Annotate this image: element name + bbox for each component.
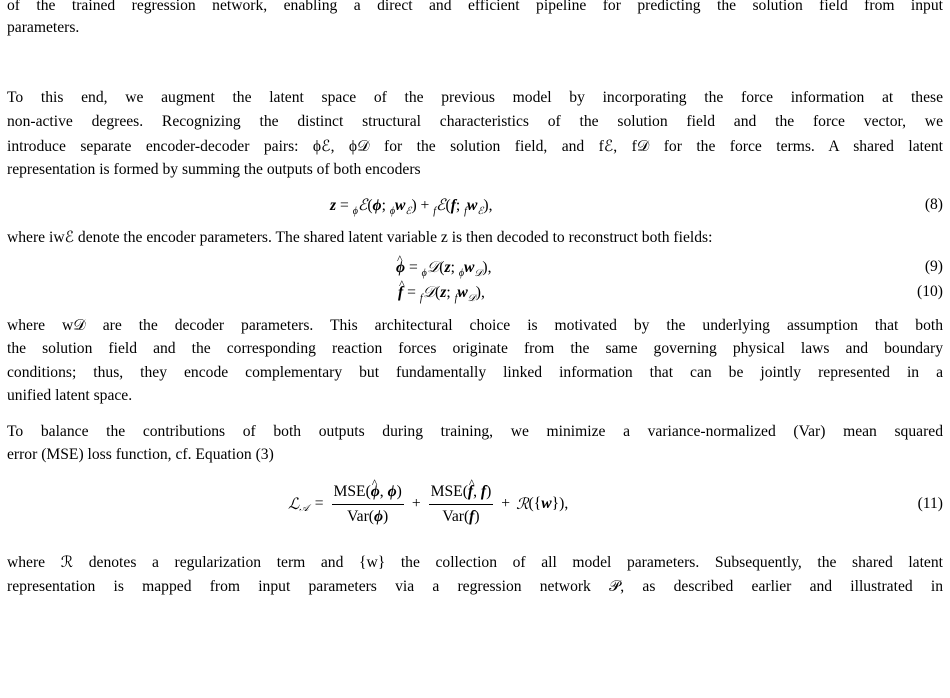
paragraph-5-line-2: error (MSE) loss function, cf. Equation (3) <box>7 446 274 463</box>
paragraph-4-line-2: the solution field and the corresponding reaction forces originate from the same governing physical laws and boundary <box>7 340 943 357</box>
paragraph-2-line-1: To this end, we augment the latent space of the previous model by incorporating the force information at these <box>7 89 943 106</box>
equation-11-fraction-f: $\frac{\text{MSE(\textasciicircum{} f, f)}}{\text{Var(f)}}$ <box>429 481 494 528</box>
paragraph-2-line-4: representation is formed by summing the outputs of both encoders <box>7 161 421 178</box>
equation-11-number: (11) <box>917 495 943 512</box>
equation-9-number: (9) <box>924 258 943 275</box>
paragraph-6-line-1: where ℛ denotes a regularization term and {w} the collection of all model parameters. Subsequently, the shared latent <box>7 554 943 571</box>
equation-10-number: (10) <box>917 283 943 300</box>
equation-8: z = $_\phi$ℰ(ϕ; $_\phi w_ℰ$) + $_f$ℰ(f; $_fw_ℰ$), <box>330 196 493 218</box>
paragraph-4-line-3: conditions; thus, they encode complementary but fundamentally linked information that can be jointly represented in a <box>7 364 943 381</box>
paragraph-4-line-1: where w𝒟 are the decoder parameters. This architectural choice is motivated by the underlying assumption that both <box>7 317 943 334</box>
paragraph-2-line-3: introduce separate encoder-decoder pairs: ϕℰ, ϕ𝒟 for the solution field, and fℰ, f𝒟 for the force terms. A shared latent <box>7 138 943 155</box>
equation-9: ^ ϕ = $_\phi$𝒟(z; $_\phi w_𝒟$), <box>396 256 491 285</box>
equation-8-number: (8) <box>924 196 943 213</box>
paragraph-2-line-2: non-active degrees. Recognizing the distinct structural characteristics of the solution field and the force vector, we <box>7 113 943 130</box>
paragraph-6-line-2: representation is mapped from input parameters via a regression network 𝒫, as described earlier and illustrated in <box>7 578 943 595</box>
paragraph-5-line-1: To balance the contributions of both outputs during training, we minimize a variance-normalized (Var) mean squared <box>7 423 943 440</box>
equation-11: ℒ $_𝒜$ = $\frac{\text{MSE(\textasciicircum{} ϕ, ϕ)}}{\text{Var(ϕ)}}$ + $\frac{\text{MSE(\textasciicircum{} f, f)}}{\text{Var(f)}}$ + ℛ ({ w }), <box>288 474 568 534</box>
paragraph-4-line-4: unified latent space. <box>7 387 133 404</box>
equation-11-fraction-phi: $\frac{\text{MSE(\textasciicircum{} ϕ, ϕ)}}{\text{Var(ϕ)}}$ <box>332 481 404 528</box>
paragraph-1-line-2: parameters. <box>7 19 80 36</box>
equation-10: ^ f = $_f$𝒟(z; $_fw_𝒟$), <box>398 281 485 310</box>
paragraph-3: where iwℰ denote the encoder parameters. The shared latent variable z is then decoded to reconstruct both fields: <box>7 229 713 246</box>
paragraph-1-line-1: of the trained regression network, enabling a direct and efficient pipeline for predicting the solution field from input <box>7 0 943 14</box>
